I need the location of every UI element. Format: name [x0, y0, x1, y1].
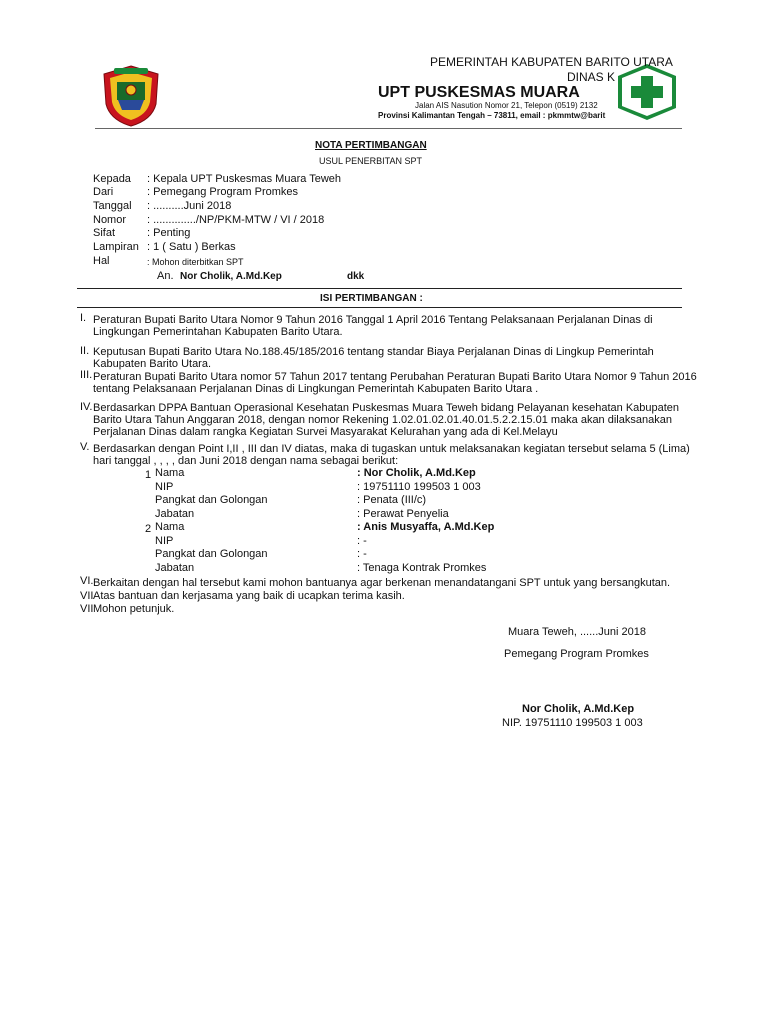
person-label: Jabatan — [155, 562, 195, 574]
item-number: I. — [80, 312, 87, 324]
closing-number: VII — [80, 590, 94, 602]
person-number: 1 — [145, 469, 152, 481]
closing-text: Berkaitan dengan hal tersebut kami mohon bantuanya agar berkenan menandatangani SPT untuk yang bersangkutan. — [93, 577, 671, 589]
closing-text: Mohon petunjuk. — [93, 603, 175, 615]
person-value: : Tenaga Kontrak Promkes — [357, 562, 487, 574]
memo-title: NOTA PERTIMBANGAN — [315, 140, 427, 151]
person-number: 2 — [145, 523, 152, 535]
person-value: : - — [357, 548, 367, 560]
field-lampiran-value: : 1 ( Satu ) Berkas — [147, 241, 236, 253]
closing-number: VI. — [80, 575, 94, 587]
field-tanggal-value: : ..........Juni 2018 — [147, 200, 232, 212]
person-label: NIP — [155, 535, 174, 547]
item-number: III. — [80, 369, 93, 381]
item-text-line: Barito Utara Tahun Anggaran 2018, dengan nomor Rekening 1.02.01.02.01.40.01.5.2.2.15.01 maka akan dilaksanakan — [93, 414, 672, 426]
person-label: Pangkat dan Golongan — [155, 494, 268, 506]
person-label: Nama — [155, 467, 185, 479]
item-text-line: hari tanggal , , , , dan Juni 2018 dengan nama sebagai berikut: — [93, 455, 399, 467]
item-text-line: Peraturan Bupati Barito Utara nomor 57 Tahun 2017 tentang Perubahan Peraturan Bupati Barito Utara Nomor 9 Tahun 2016 — [93, 371, 697, 383]
item-text-line: Keputusan Bupati Barito Utara No.188.45/185/2016 tentang standar Biaya Perjalanan Dinas di Lingkup Pemerintah — [93, 346, 654, 358]
item-number: II. — [80, 345, 90, 357]
header-dinas: DINAS K — [567, 70, 616, 84]
field-hal-value: : Mohon diterbitkan SPT — [147, 257, 244, 267]
header-address: Jalan AIS Nasution Nomor 21, Telepon (0519) 2132 — [415, 101, 598, 110]
regency-crest-logo — [100, 64, 162, 133]
signature-name: Nor Cholik, A.Md.Kep — [522, 703, 635, 715]
isi-rule-top — [77, 288, 682, 289]
header-title: UPT PUSKESMAS MUARA — [378, 84, 580, 101]
header-divider — [95, 128, 682, 129]
signature-role: Pemegang Program Promkes — [504, 648, 649, 660]
person-label: Nama — [155, 521, 185, 533]
person-value: : - — [357, 535, 367, 547]
field-hal-label: Hal — [93, 255, 110, 267]
field-sifat-value: : Penting — [147, 227, 191, 239]
field-sifat-label: Sifat — [93, 227, 116, 239]
closing-text: Atas bantuan dan kerjasama yang baik di ucapkan terima kasih. — [93, 590, 405, 602]
item-text-line: Berdasarkan dengan Point I,II , III dan IV diatas, maka di tugaskan untuk melaksanakan kegiatan tersebut selama 5 (Lima) — [93, 443, 690, 455]
person-value: : Perawat Penyelia — [357, 508, 449, 520]
field-dari-label: Dari — [93, 186, 114, 198]
person-label: Pangkat dan Golongan — [155, 548, 268, 560]
person-name: : Nor Cholik, A.Md.Kep — [357, 467, 476, 479]
signature-nip: NIP. 19751110 199503 1 003 — [502, 717, 643, 729]
person-value: : 19751110 199503 1 003 — [357, 481, 481, 493]
person-label: NIP — [155, 481, 174, 493]
field-tanggal-label: Tanggal — [93, 200, 132, 212]
item-number: V. — [80, 441, 90, 453]
item-text-line: Perjalanan Dinas dalam rangka Kegiatan Survei Masyarakat Kelurahan yang ada di Kel.Melayu — [93, 426, 558, 438]
header-government: PEMERINTAH KABUPATEN BARITO UTARA — [430, 55, 673, 69]
person-value: : Penata (III/c) — [357, 494, 427, 506]
item-text-line: Peraturan Bupati Barito Utara Nomor 9 Tahun 2016 Tanggal 1 April 2016 Tentang Pelaksanaan Perjalanan Dinas di — [93, 314, 653, 326]
an-name: Nor Cholik, A.Md.Kep — [180, 271, 282, 282]
item-text-line: tentang Pelaksanaan Perjalanan Dinas di Lingkungan Pemerintah Kabupaten Barito Utara . — [93, 383, 539, 395]
signature-place-date: Muara Teweh, ......Juni 2018 — [508, 626, 646, 638]
field-dari-value: : Pemegang Program Promkes — [147, 186, 299, 198]
item-number: IV. — [80, 401, 93, 413]
field-nomor-value: : ............../NP/PKM-MTW / VI / 2018 — [147, 214, 325, 226]
item-text-line: Kabupaten Barito Utara. — [93, 358, 212, 370]
isi-heading: ISI PERTIMBANGAN : — [320, 293, 423, 304]
person-name: : Anis Musyaffa, A.Md.Kep — [357, 521, 495, 533]
closing-number: VII — [80, 603, 94, 615]
field-nomor-label: Nomor — [93, 214, 127, 226]
isi-rule-bottom — [77, 307, 682, 308]
field-kepada-label: Kepada — [93, 173, 131, 185]
an-suffix: dkk — [347, 271, 365, 282]
puskesmas-logo — [614, 62, 680, 127]
field-kepada-value: : Kepala UPT Puskesmas Muara Teweh — [147, 173, 342, 185]
field-lampiran-label: Lampiran — [93, 241, 139, 253]
item-text-line: Berdasarkan DPPA Bantuan Operasional Kesehatan Puskesmas Muara Teweh bidang Pelayanan kesehatan Kabupaten — [93, 402, 680, 414]
memo-subtitle: USUL PENERBITAN SPT — [319, 156, 423, 166]
person-label: Jabatan — [155, 508, 195, 520]
header-address-email: Provinsi Kalimantan Tengah – 73811, email : pkmmtw@barit — [378, 111, 606, 120]
an-label: An. — [157, 270, 174, 282]
item-text-line: Lingkungan Pemerintahan Kabupaten Barito Utara. — [93, 326, 343, 338]
